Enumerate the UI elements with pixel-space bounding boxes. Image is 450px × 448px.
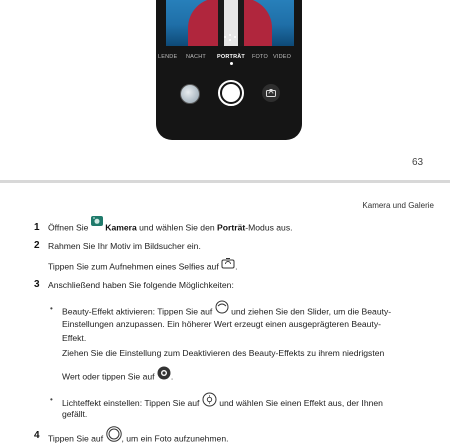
beauty-line-4: Ziehen Sie die Einstellung zum Deaktivieren des Beauty-Effekts zu ihrem niedrigsten [62,348,385,358]
beauty-icon [215,300,229,316]
gallery-thumbnail[interactable] [180,84,200,104]
step-number: 4 [34,430,40,441]
step-4-text: Tippen Sie auf , um ein Foto aufzunehmen. [48,430,229,448]
page-number: 63 [412,157,424,168]
light-effect-icon [202,392,217,409]
bullet: • [50,395,53,404]
mode-item-active[interactable]: PORTRÄT [217,54,245,60]
beauty-line-5: Wert oder tippen Sie auf . [62,369,173,385]
page-divider [0,180,450,183]
focus-indicator [222,32,240,42]
step-number: 3 [34,279,40,290]
mode-item[interactable]: FOTO [252,54,268,60]
step-number: 2 [34,240,40,251]
phone-screenshot [156,0,302,140]
mode-item[interactable]: LENDE [158,54,178,60]
camera-app-icon [91,216,103,228]
light-line-2: gefällt. [62,409,88,419]
section-header: Kamera und Galerie [362,201,434,210]
active-mode-dot [230,62,233,65]
step-3-text: Anschließend haben Sie folgende Möglichkeiten: [48,280,234,290]
viewfinder-photo [166,0,294,46]
beauty-off-icon [157,366,171,382]
mode-item[interactable]: VIDEO [273,54,292,60]
step-number: 1 [34,222,40,233]
step-2-selfie-text: Tippen Sie zum Aufnehmen eines Selfies auf . [48,260,238,274]
camera-mode-bar [156,54,302,66]
step-1-text: Öffnen Sie Kamera und wählen Sie den Porträt-Modus aus. [48,222,293,234]
mode-item[interactable]: NACHT [186,54,206,60]
switch-camera-icon [221,257,235,271]
shutter-button[interactable] [218,80,244,106]
beauty-line-2: Einstellungen anzupassen. Ein höherer Wert erzeugt einen ausgeprägteren Beauty- [62,319,381,329]
light-line-1: Lichteffekt einstellen: Tippen Sie auf und wählen Sie einen Effekt aus, der Ihnen [62,395,383,412]
switch-camera-icon[interactable] [262,84,280,102]
bullet: • [50,304,53,313]
beauty-line-3: Effekt. [62,333,87,343]
shutter-icon [106,426,122,444]
step-2-text: Rahmen Sie Ihr Motiv im Bildsucher ein. [48,241,201,251]
beauty-line-1: Beauty-Effekt aktivieren: Tippen Sie auf und ziehen Sie den Slider, um die Beauty- [62,304,391,320]
